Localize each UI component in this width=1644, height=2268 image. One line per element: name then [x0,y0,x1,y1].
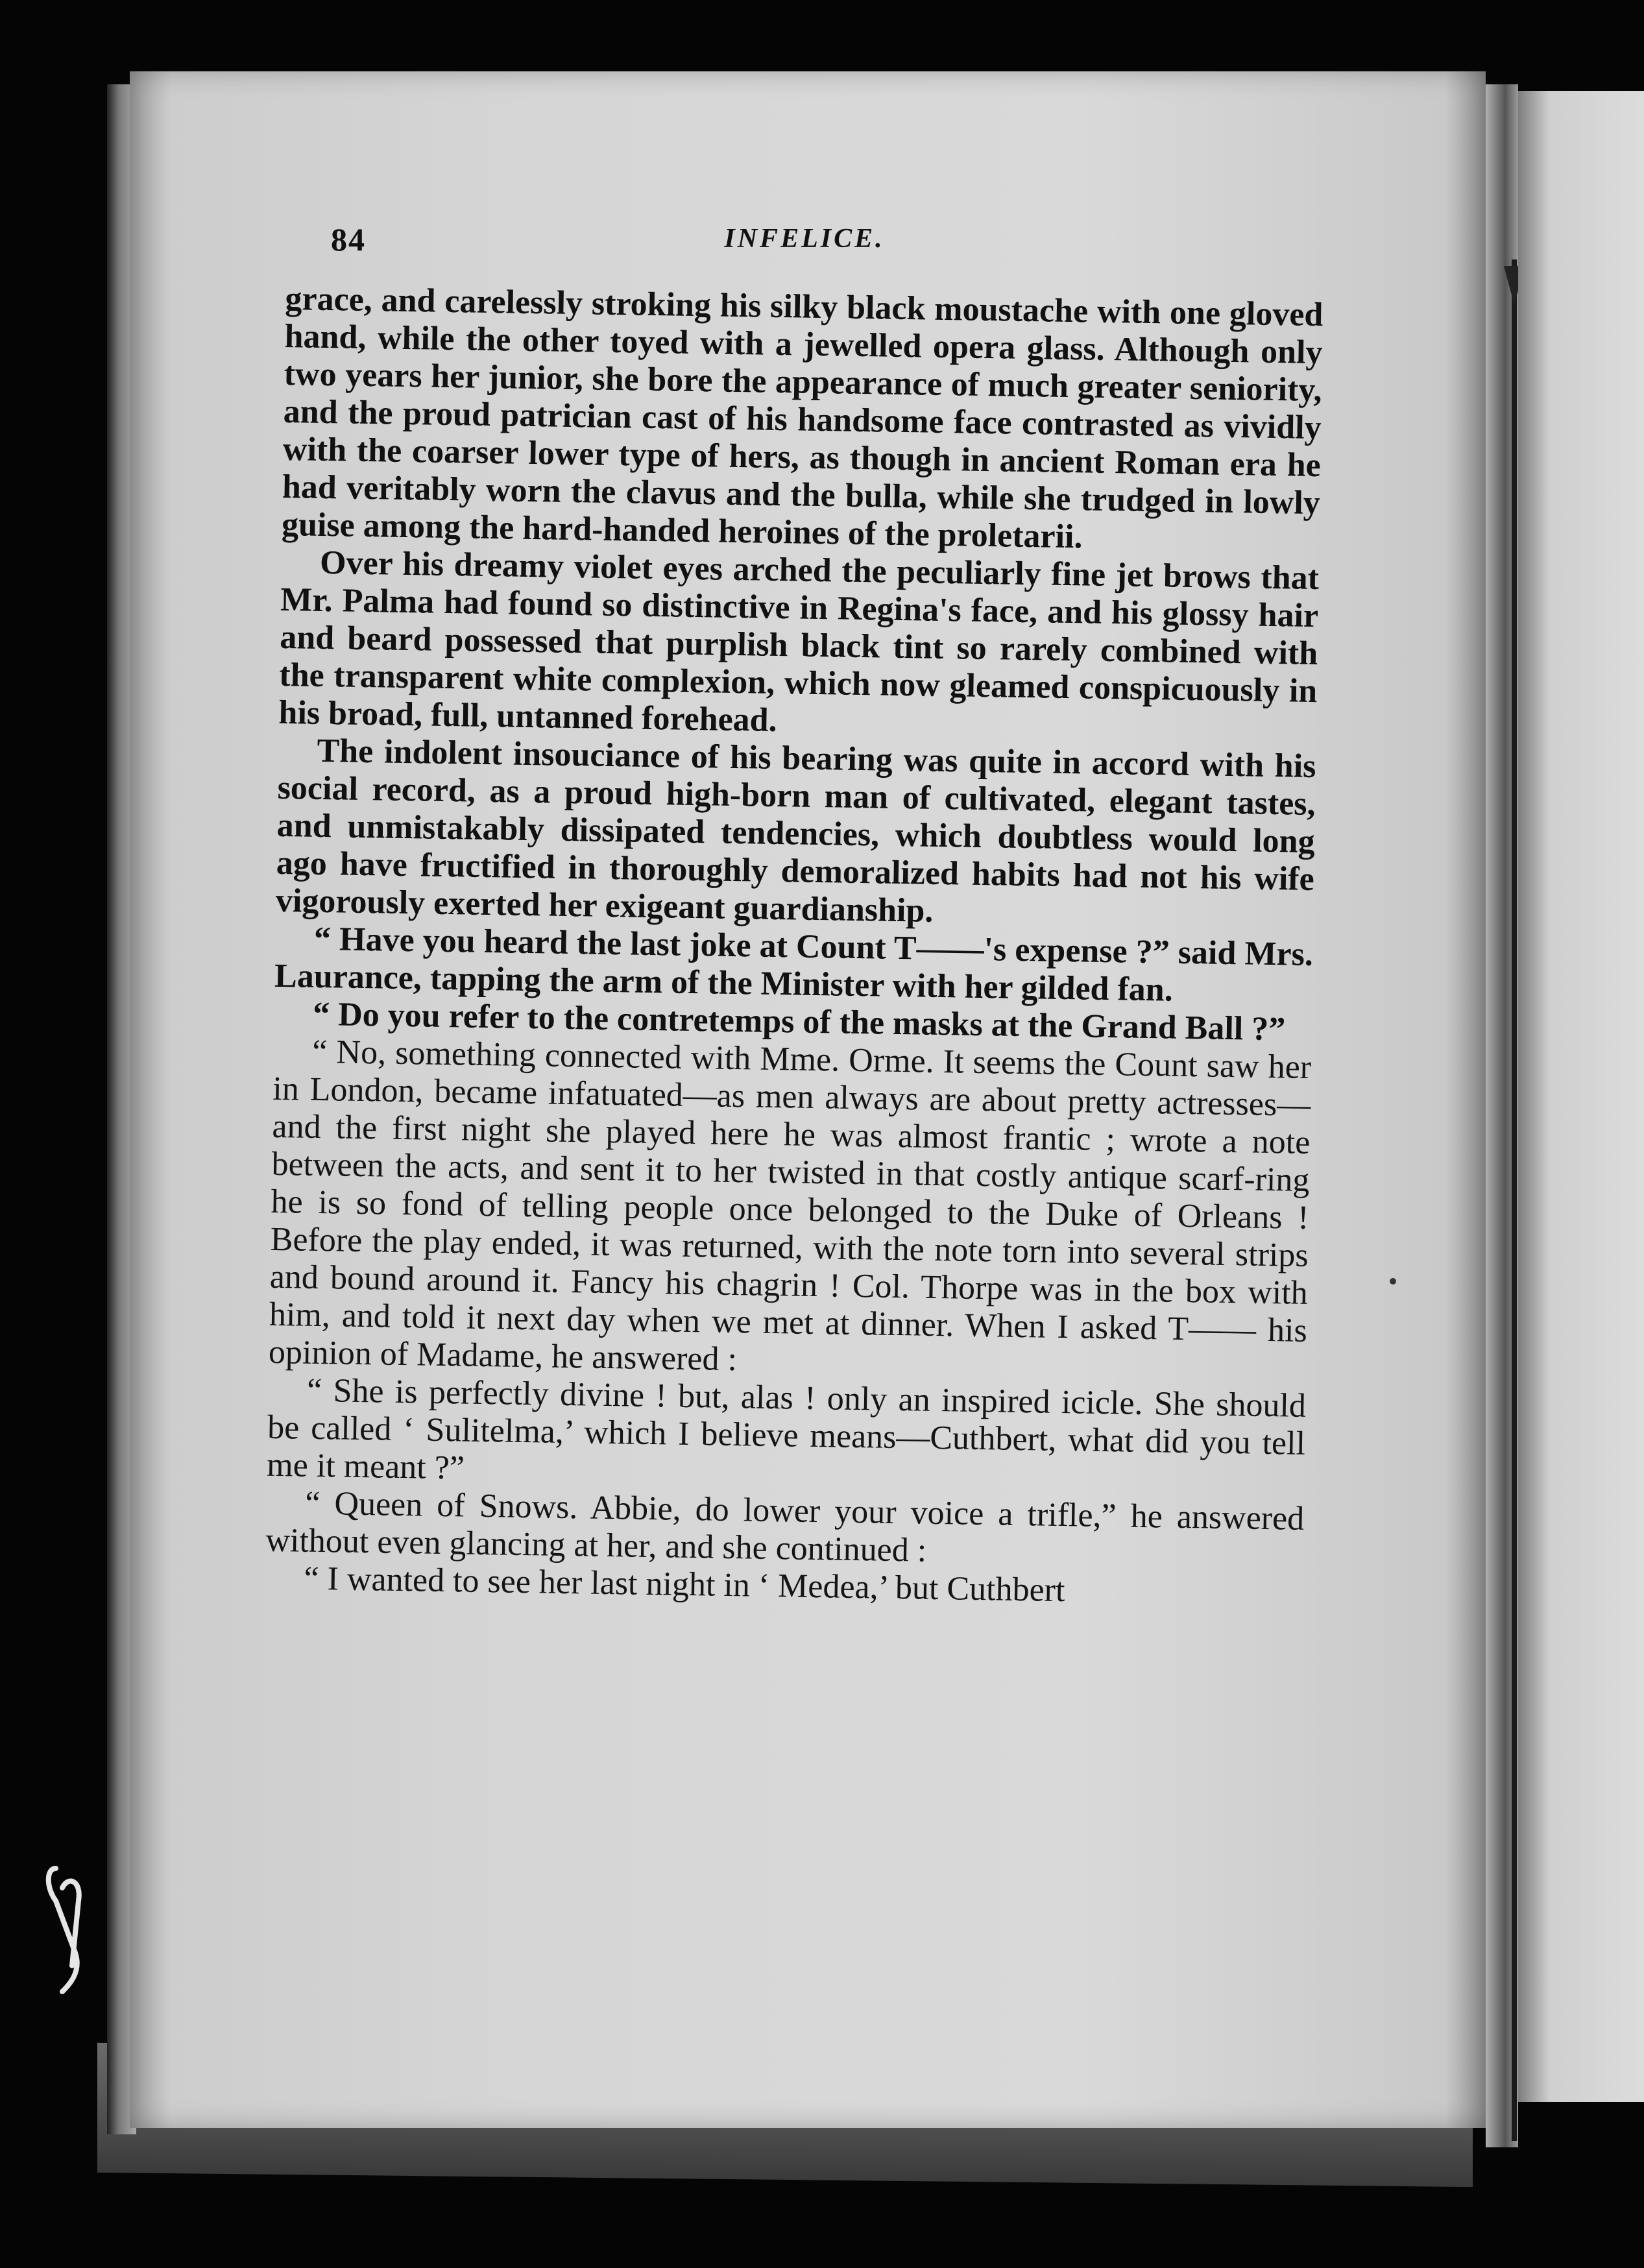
paragraph: “ She is perfectly divine ! but, alas ! only an inspired icicle. She should be called ‘ Sulitelma,’ which I believe means—Cuthbert, what did you tell me it meant ?” [266,1371,1307,1487]
paragraph: “ Queen of Snows. Abbie, do lower your voice a trifle,” he answered without even glancing at her, and she continued : [265,1484,1305,1569]
body-text [265,280,1324,1613]
paragraph: “ Have you heard the last joke at Count T——'s expense ?” said Mrs. Laurance, tapping the arm of the Minister with her gilded fan. [274,920,1314,1009]
running-head-title: INFELICE. [724,224,885,254]
running-head [285,221,1324,272]
paragraph: grace, and carelessly stroking his silky black moustache with one gloved hand, while the other toyed with a jewelled opera glass. Although only two years her junior, she bore the appearance of much greater seniority, and the proud patrician cast of his handsome face contrasted as vividly with the coarser lower type of hers, as though in ancient Roman era he had veritably worn the clavus and the bulla, while she trudged in lowly guise among the hard-handed heroines of the proletarii. [281,280,1324,556]
paragraph: The indolent insouciance of his bearing was quite in accord with his social record, as a proud high-born man of cultivated, elegant tastes, and unmistakably dissipated tendencies, which doubtless would long ago have fructified in thoroughly demoralized habits had not his wife vigorously exerted her exigeant guardianship. [275,732,1316,930]
dust-speck [1390,1278,1396,1285]
paragraph: “ I wanted to see her last night in ‘ Medea,’ but Cuthbert [304,1560,1065,1610]
paper-clip-icon [43,1862,88,1998]
facing-page-edge [1518,91,1644,2102]
page-number: 84 [331,221,366,258]
paragraph: Over his dreamy violet eyes arched the peculiarly fine jet brows that Mr. Palma had found so distinctive in Regina's face, and his glossy hair and beard possessed that purplish black tint so rarely combined with the transparent white complexion, which now gleamed conspicuously in his broad, full, untanned forehead. [278,544,1320,739]
gutter-fold-line [1512,259,1517,2141]
page-content [265,221,1324,1610]
paragraph: “ No, something connected with Mme. Orme. It seems the Count saw her in London, became infatuated—as men always are about pretty actresses—and the first night she played here he was almost frantic ; wrote a note between the acts, and sent it to her twisted in that costly antique scarf-ring he is so fond of telling people once belonged to the Duke of Orleans ! Before the play ended, it was returned, with the note torn into several strips and bound around it. Fancy his chagrin ! Col. Thorpe was in the box with him, and told it next day when we met at dinner. When I asked T—— his opinion of Madame, he answered : [268,1033,1312,1379]
paragraph: “ Do you refer to the contretemps of the masks at the Grand Ball ?” [312,995,1286,1048]
